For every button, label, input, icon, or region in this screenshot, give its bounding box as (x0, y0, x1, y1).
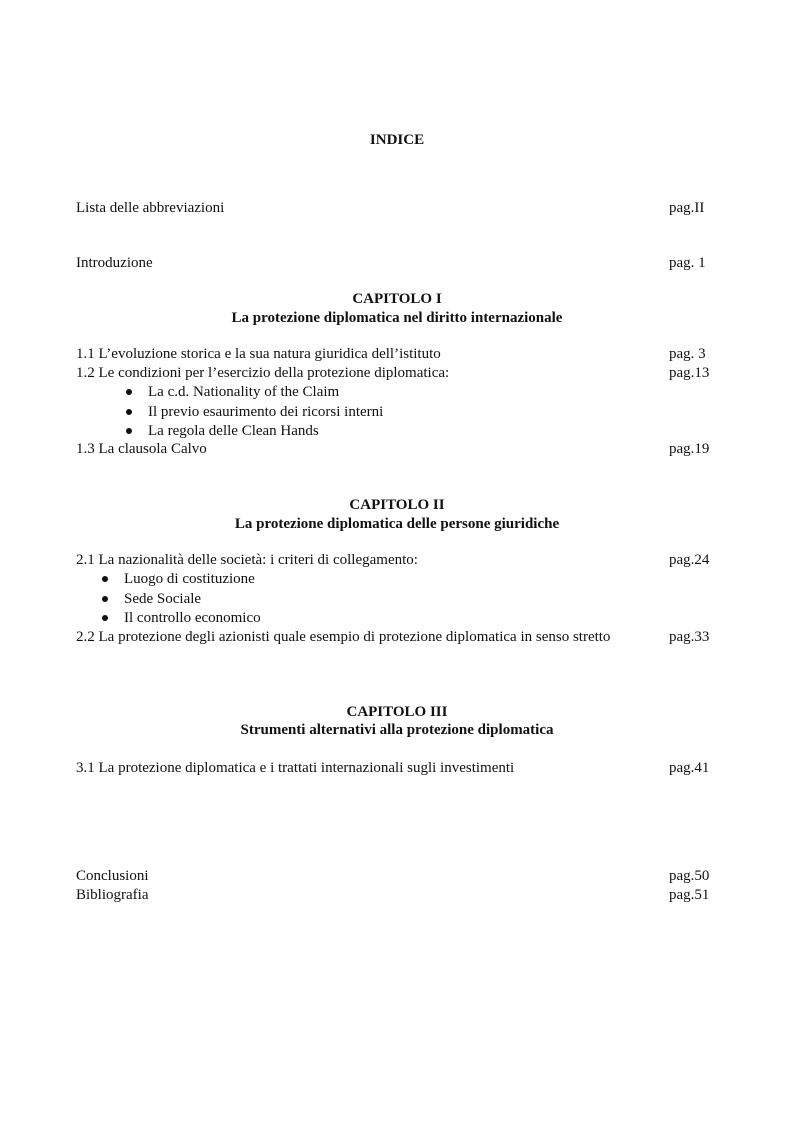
index-title: INDICE (369, 132, 425, 148)
toc-entry-abbreviations[interactable]: Lista delle abbreviazioni (76, 200, 225, 216)
toc-subitem-ricorsi-interni: Il previo esaurimento dei ricorsi interni (148, 404, 384, 420)
bullet-icon (126, 409, 132, 415)
bullet-icon (102, 596, 108, 602)
toc-page-conclusioni: pag.50 (669, 868, 710, 884)
toc-entry-1-2[interactable]: 1.2 Le condizioni per l’esercizio della protezione diplomatica: (76, 365, 450, 381)
bullet-icon (126, 389, 132, 395)
toc-page-bibliografia: pag.51 (669, 887, 710, 903)
toc-entry-2-2[interactable]: 2.2 La protezione degli azionisti quale esempio di protezione diplomatica in senso stretto (76, 629, 611, 645)
toc-entry-introduction[interactable]: Introduzione (76, 255, 153, 271)
toc-subitem-sede-sociale: Sede Sociale (124, 591, 202, 607)
bullet-icon (126, 428, 132, 434)
toc-page-introduction: pag. 1 (669, 255, 706, 271)
toc-page-3-1: pag.41 (669, 760, 710, 776)
chapter-3-subtitle: Strumenti alternativi alla protezione diplomatica (240, 722, 554, 738)
toc-entry-1-1[interactable]: 1.1 L’evoluzione storica e la sua natura giuridica dell’istituto (76, 346, 441, 362)
chapter-3-heading: CAPITOLO III (346, 704, 448, 720)
toc-entry-1-3[interactable]: 1.3 La clausola Calvo (76, 441, 207, 457)
toc-page-1-3: pag.19 (669, 441, 710, 457)
bullet-icon (102, 615, 108, 621)
toc-entry-bibliografia[interactable]: Bibliografia (76, 887, 149, 903)
toc-entry-conclusioni[interactable]: Conclusioni (76, 868, 149, 884)
toc-page-2-1: pag.24 (669, 552, 710, 568)
bullet-icon (102, 576, 108, 582)
toc-entry-2-1[interactable]: 2.1 La nazionalità delle società: i criteri di collegamento: (76, 552, 418, 568)
toc-page-1-2: pag.13 (669, 365, 710, 381)
toc-page-2-2: pag.33 (669, 629, 710, 645)
chapter-2-heading: CAPITOLO II (349, 497, 445, 513)
chapter-1-subtitle: La protezione diplomatica nel diritto internazionale (231, 310, 563, 326)
toc-subitem-luogo-costituzione: Luogo di costituzione (124, 571, 255, 587)
toc-entry-3-1[interactable]: 3.1 La protezione diplomatica e i trattati internazionali sugli investimenti (76, 760, 515, 776)
toc-subitem-nationality: La c.d. Nationality of the Claim (148, 384, 340, 400)
toc-subitem-clean-hands: La regola delle Clean Hands (148, 423, 319, 439)
chapter-2-subtitle: La protezione diplomatica delle persone giuridiche (234, 516, 560, 532)
chapter-1-heading: CAPITOLO I (352, 291, 442, 307)
toc-page-abbreviations: pag.II (669, 200, 705, 216)
toc-subitem-controllo-economico: Il controllo economico (124, 610, 261, 626)
toc-page-1-1: pag. 3 (669, 346, 706, 362)
